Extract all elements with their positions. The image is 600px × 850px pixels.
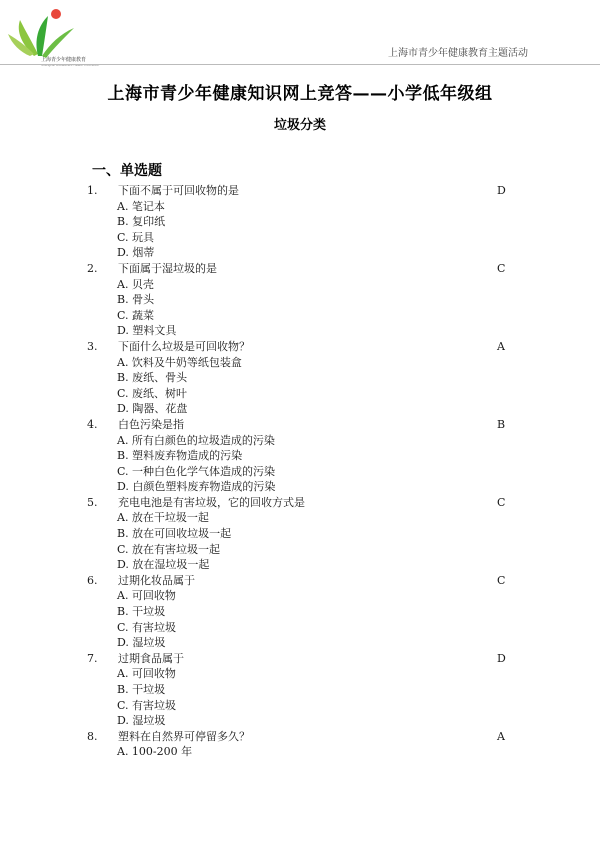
option: B. 干垃圾	[117, 605, 166, 619]
question-number: 3.	[87, 339, 98, 353]
question-item	[0, 651, 600, 729]
option: D. 白颜色塑料废弃物造成的污染	[117, 480, 276, 494]
question-number: 6.	[87, 573, 98, 587]
option: B. 放在可回收垃圾一起	[117, 527, 232, 541]
option: A. 可回收物	[117, 589, 176, 603]
question-number: 8.	[87, 729, 98, 743]
option: A. 100-200 年	[117, 745, 193, 759]
option: D. 湿垃圾	[117, 636, 166, 650]
option: A. 放在干垃圾一起	[117, 511, 209, 525]
question-item	[0, 573, 600, 651]
option: B. 骨头	[117, 293, 155, 307]
question-text: 过期食品属于	[118, 651, 184, 665]
option: A. 可回收物	[117, 667, 176, 681]
option: B. 复印纸	[117, 215, 166, 229]
question-number: 5.	[87, 495, 98, 509]
question-item	[0, 261, 600, 339]
question-number: 2.	[87, 261, 98, 275]
question-text: 下面属于湿垃圾的是	[118, 261, 217, 275]
logo-subtext: Shanghai Adolescent Health Education	[41, 63, 100, 67]
question-answer: C	[497, 261, 506, 275]
question-answer: D	[497, 184, 506, 197]
option: C. 放在有害垃圾一起	[117, 542, 221, 556]
question-number: 4.	[87, 417, 98, 431]
header-divider	[0, 64, 600, 65]
option: D. 湿垃圾	[117, 714, 166, 728]
question-text: 下面不属于可回收物的是	[118, 184, 239, 197]
question-answer: D	[497, 651, 506, 665]
option: D. 放在湿垃圾一起	[117, 558, 210, 572]
option: D. 塑料文具	[117, 324, 177, 338]
option: A. 饮料及牛奶等纸包装盒	[117, 355, 242, 369]
option: A. 所有白颜色的垃圾造成的污染	[117, 433, 275, 447]
option: A. 笔记本	[117, 199, 165, 213]
question-text: 下面什么垃圾是可回收物？	[118, 339, 250, 353]
question-number: 1.	[87, 184, 98, 197]
option: B. 干垃圾	[117, 683, 166, 696]
question-item	[0, 417, 600, 495]
section-title: 一、单选题	[92, 163, 162, 179]
page-subtitle: 垃圾分类	[273, 118, 326, 133]
question-item	[0, 495, 600, 573]
question-text: 充电电池是有害垃圾，它的回收方式是	[118, 495, 305, 509]
question-list	[0, 183, 600, 760]
option: C. 一种白色化学气体造成的污染	[117, 464, 276, 478]
question-answer: C	[497, 573, 506, 587]
header-activity: 上海市青少年健康教育主题活动	[388, 48, 528, 59]
option: C. 有害垃圾	[117, 698, 177, 712]
question-item	[0, 729, 600, 760]
question-answer: A	[497, 729, 505, 743]
question-answer: C	[497, 495, 506, 509]
question-number: 7.	[87, 651, 98, 665]
option: B. 废纸、骨头	[117, 371, 188, 385]
question-text: 白色污染是指	[118, 417, 184, 431]
question-answer: B	[497, 417, 506, 431]
option: C. 有害垃圾	[117, 620, 177, 634]
option: C. 玩具	[117, 230, 155, 244]
question-item	[0, 339, 600, 417]
option: A. 贝壳	[117, 277, 154, 291]
option: B. 塑料废弃物造成的污染	[117, 449, 243, 463]
logo-text: 上海青少年健康教育	[41, 57, 87, 63]
question-answer: A	[497, 339, 505, 353]
question-text: 塑料在自然界可停留多久？	[118, 729, 250, 743]
question-item	[0, 183, 600, 261]
option: C. 废纸、树叶	[117, 386, 188, 400]
option: D. 陶器、花盘	[117, 402, 188, 416]
option: C. 蔬菜	[117, 308, 155, 322]
page-title: 上海市青少年健康知识网上竞答——小学低年级组	[107, 84, 493, 104]
option: D. 烟蒂	[117, 246, 155, 260]
question-text: 过期化妆品属于	[118, 573, 195, 587]
